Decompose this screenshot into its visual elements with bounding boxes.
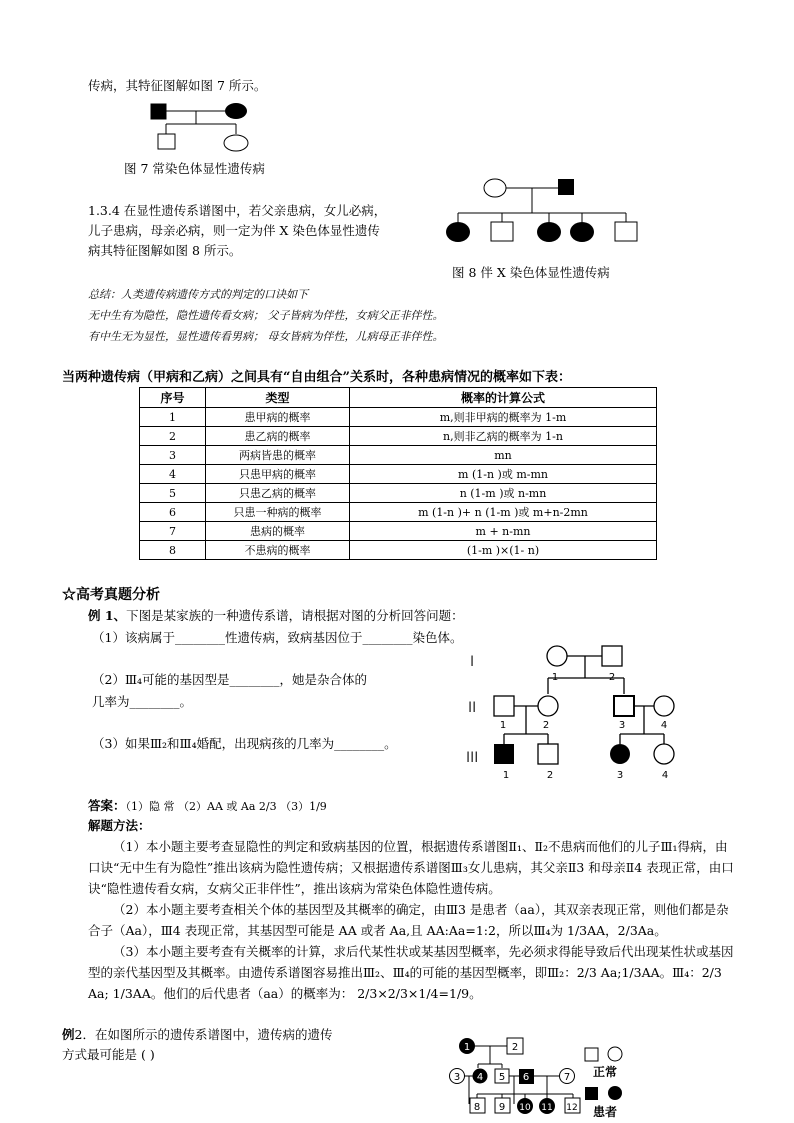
- probability-table: [139, 387, 657, 560]
- legend-patient-label: 患者: [592, 1105, 618, 1119]
- table-row: [140, 408, 657, 427]
- legend-normal-label: 正常: [592, 1065, 618, 1079]
- individual-number: 1: [499, 720, 507, 731]
- question-3: （3）如果Ⅲ₂和Ⅲ₄婚配，出现病孩的几率为________。: [92, 736, 397, 751]
- cell-type: 只患甲病的概率: [206, 465, 350, 484]
- cell-index: 2: [140, 427, 206, 446]
- example-2-pedigree: [440, 1032, 640, 1120]
- individual-number: 1: [551, 672, 559, 683]
- individual-number: 8: [473, 1102, 481, 1113]
- table-row: [140, 484, 657, 503]
- figure-8-caption: 图 8 伴 X 染色体显性遗传病: [452, 265, 610, 280]
- question-2a: （2）Ⅲ₄可能的基因型是________，她是杂合体的: [92, 672, 368, 687]
- intro-line: 传病，其特征图解如图 7 所示。: [88, 78, 267, 93]
- cell-index: 1: [140, 408, 206, 427]
- individual-number: 1: [502, 770, 510, 781]
- summary-line: 有中生无为显性，显性遗传看男病； 母女皆病为伴性，儿病母正非伴性。: [88, 330, 444, 343]
- table-row: [140, 522, 657, 541]
- cell-type: 两病皆患的概率: [206, 446, 350, 465]
- method-label: 解题方法：: [88, 818, 151, 833]
- table-row: [140, 446, 657, 465]
- text-line: 病其特征图解如图 8 所示。: [88, 243, 242, 258]
- example-2-line-a: [62, 1025, 332, 1043]
- cell-type: 患乙病的概率: [206, 427, 350, 446]
- cell-formula: n (1-m )或 n-mn: [350, 484, 657, 503]
- individual-number: 7: [563, 1072, 571, 1083]
- cell-formula: (1-m )×(1- n): [350, 541, 657, 560]
- figure-8-pedigree: [443, 172, 643, 250]
- col-header-formula: 概率的计算公式: [350, 388, 657, 408]
- question-2b: 几率为________。: [92, 694, 193, 709]
- individual-number: 4: [476, 1072, 484, 1083]
- method-paragraph-1: （1）本小题主要考查显隐性的判定和致病基因的位置，根据遗传系谱图Ⅱ₁、Ⅱ₂不患病而他们的儿子Ⅲ₁得病，由口诀“无中生有为隐性”推出该病为隐性遗传病；又根据遗传系谱图Ⅲ₃女儿患病，其父亲Ⅱ3 和母亲Ⅱ4 表现正常，由口诀“隐性遗传看女病，女病父正非伴性”，推出该病为常染色体隐性遗传病。: [88, 839, 734, 896]
- individual-number: 3: [453, 1072, 461, 1083]
- generation-label: II: [468, 700, 477, 716]
- individual-number: 6: [522, 1072, 530, 1083]
- cell-index: 6: [140, 503, 206, 522]
- question-1: （1）该病属于________性遗传病，致病基因位于________染色体。: [92, 630, 463, 645]
- table-row: [140, 503, 657, 522]
- section-1-3-4: [88, 201, 386, 261]
- cell-formula: m (1-n )或 m-mn: [350, 465, 657, 484]
- individual-number: 10: [519, 1103, 531, 1113]
- text-line: 儿子患病，母亲必病，则一定为伴 X 染色体显性遗传: [88, 223, 380, 238]
- cell-index: 8: [140, 541, 206, 560]
- example-1-text: 下图是某家族的一种遗传系谱，请根据对图的分析回答问题：: [126, 608, 464, 623]
- cell-type: 只患乙病的概率: [206, 484, 350, 503]
- table-intro: 当两种遗传病（甲病和乙病）之间具有“自由组合”关系时，各种患病情况的概率如下表：: [62, 370, 571, 385]
- cell-index: 4: [140, 465, 206, 484]
- method-paragraph-3: （3）本小题主要考查有关概率的计算，求后代某性状或某基因型概率，先必须求得能导致后代出现某性状或基因型的亲代基因型及其概率。由遗传系谱图容易推出Ⅲ₂、Ⅲ₄的可能的基因型概率，即Ⅲ₂：2/3 Aa;1/3AA。Ⅲ₄：2/3 Aa; 1/3AA。他们的后代患者（aa）的概率为： 2/3×2/3×1/4=1/9。: [88, 944, 734, 1001]
- cell-type: 不患病的概率: [206, 541, 350, 560]
- cell-formula: n,则非乙病的概率为 1-n: [350, 427, 657, 446]
- cell-formula: m (1-n )+ n (1-m )或 m+n-2mn: [350, 503, 657, 522]
- example-2-line-b: 方式最可能是 ( ): [62, 1047, 155, 1062]
- cell-index: 5: [140, 484, 206, 503]
- figure-7-caption: 图 7 常染色体显性遗传病: [124, 161, 265, 176]
- cell-index: 7: [140, 522, 206, 541]
- cell-type: 只患一种病的概率: [206, 503, 350, 522]
- individual-number: 2: [511, 1042, 519, 1053]
- col-header-index: 序号: [140, 388, 206, 408]
- table-header-row: [140, 388, 657, 408]
- generation-label: I: [470, 654, 475, 670]
- answer-text: （1）隐 常 （2）AA 或 Aa 2/3 （3）1/9: [125, 800, 327, 813]
- answer-label: 答案：: [88, 798, 126, 813]
- individual-number: 2: [546, 770, 554, 781]
- individual-number: 4: [661, 770, 669, 781]
- individual-number: 1: [463, 1042, 471, 1053]
- section-heading: ☆高考真题分析: [62, 587, 160, 603]
- cell-type: 患病的概率: [206, 522, 350, 541]
- individual-number: 3: [616, 770, 624, 781]
- individual-number: 9: [498, 1102, 506, 1113]
- individual-number: 2: [608, 672, 616, 683]
- table-row: [140, 541, 657, 560]
- summary-line: 无中生有为隐性，隐性遗传看女病； 父子皆病为伴性，女病父正非伴性。: [88, 309, 444, 322]
- cell-formula: m,则非甲病的概率为 1-m: [350, 408, 657, 427]
- summary-block: [88, 284, 444, 347]
- cell-type: 患甲病的概率: [206, 408, 350, 427]
- text-line: 1.3.4 在显性遗传系谱图中，若父亲患病，女儿必病，: [88, 203, 387, 218]
- cell-formula: mn: [350, 446, 657, 465]
- example-2-text: 2．在如图所示的遗传系谱图中，遗传病的遗传: [74, 1027, 333, 1042]
- method-paragraph-2: （2）本小题主要考查相关个体的基因型及其概率的确定，由Ⅲ3 是患者（aa），其双亲表现正常，则他们都是杂合子（Aa），Ⅲ4 表现正常，其基因型可能是 AA 或者 Aa,且 AA:Aa=1:2，所以Ⅲ₄为 1/3AA，2/3Aa。: [88, 902, 729, 938]
- example-1-pedigree: [460, 638, 690, 784]
- individual-number: 3: [618, 720, 626, 731]
- cell-formula: m + n-mn: [350, 522, 657, 541]
- col-header-type: 类型: [206, 388, 350, 408]
- table-row: [140, 465, 657, 484]
- summary-line: 总结：人类遗传病遗传方式的判定的口诀如下: [88, 288, 308, 301]
- individual-number: 4: [660, 720, 668, 731]
- example-1-label: 例 1、: [88, 608, 127, 623]
- individual-number: 12: [566, 1103, 578, 1113]
- example-1-intro: [88, 606, 464, 624]
- cell-index: 3: [140, 446, 206, 465]
- example-2-label: 例: [62, 1027, 75, 1042]
- individual-number: 2: [542, 720, 550, 731]
- figure-7-pedigree: [140, 98, 260, 160]
- table-row: [140, 427, 657, 446]
- answer-line: [88, 796, 327, 814]
- individual-number: 5: [498, 1072, 506, 1083]
- individual-number: 11: [541, 1103, 553, 1113]
- generation-label: III: [466, 750, 479, 766]
